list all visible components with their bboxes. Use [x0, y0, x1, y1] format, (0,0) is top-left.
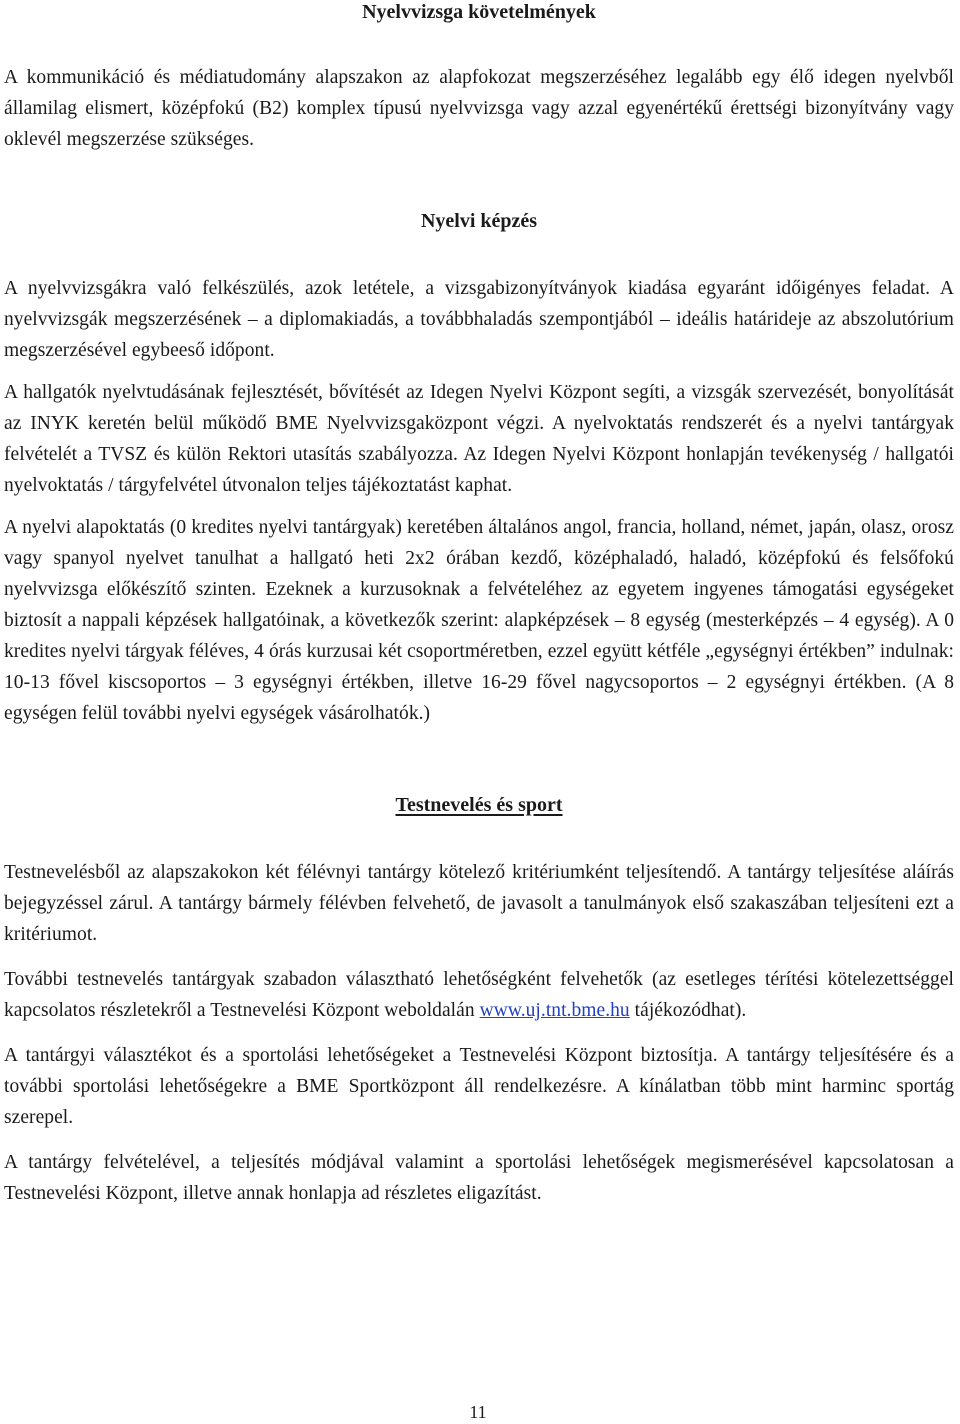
- pe-center-website-link[interactable]: www.uj.tnt.bme.hu: [479, 1000, 630, 1021]
- paragraph-language-center: A hallgatók nyelvtudásának fejlesztését, bővítését az Idegen Nyelvi Központ segíti, a vizsgák szervezését, bonyolítását az INYK keretén belül működő BME Nyelvvizsgaközpont végzi. A nyelvoktatás rendszerét és a nyelvi tantárgyak felvételét a TVSZ és külön Rektori utasítás szabályozza. Az Idegen Nyelvi Központ honlapján tevékenység / hallgatói nyelvoktatás / tárgyfelvétel útvonalon teljes tájékoztatást kaphat.: [4, 382, 954, 496]
- paragraph-language-exam-requirements: A kommunikáció és médiatudomány alapszakon az alapfokozat megszerzéséhez legalább egy élő idegen nyelvből államilag elismert, középfokú (B2) komplex típusú nyelvvizsga vagy azzal egyenértékű érettségi bizonyítvány vagy oklevél megszerzése szükséges.: [4, 67, 954, 150]
- paragraph-sport-options: A tantárgyi választékot és a sportolási lehetőségeket a Testnevelési Központ biztosítja. A tantárgy teljesítésére és a további sportolási lehetőségekre a BME Sportközpont áll rendelkezésre. A kínálatban több mint harminc sportág szerepel.: [4, 1045, 954, 1128]
- paragraph-optional-pe-text-before: További testnevelés tantárgyak szabadon választható lehetőségként felvehetők (az esetleges térítési kötelezettséggel kapcsolatos részletekről a Testnevelési Központ weboldalán: [4, 969, 954, 1021]
- paragraph-basic-language-courses: A nyelvi alapoktatás (0 kredites nyelvi tantárgyak) keretében általános angol, francia, holland, német, japán, olasz, orosz vagy spanyol nyelvet tanulhat a hallgató heti 2x2 órában kezdő, középhaladó, haladó, középfokú és felsőfokú nyelvvizsga előkészítő szinten. Ezeknek a kurzusoknak a felvételéhez az egyetem ingyenes támogatási egységeket biztosít a nappali képzések hallgatóinak, a következők szerint: alapképzések – 8 egység (mesterképzés – 4 egység). A 0 kredites nyelvi tárgyak féléves, 4 órás kurzusai két csoportméretben, ezzel együtt kétféle „egységnyi értékben” indulnak: 10-13 fővel kiscsoportos – 3 egységnyi értékben, illetve 16-29 fővel nagycsoportos – 2 egységnyi értékben. (A 8 egységen felül további nyelvi egységek vásárolhatók.): [4, 517, 954, 724]
- paragraph-pe-guidance: A tantárgy felvételével, a teljesítés módjával valamint a sportolási lehetőségek megismerésével kapcsolatosan a Testnevelési Központ, illetve annak honlapja ad részletes eligazítást.: [4, 1152, 954, 1204]
- section-title-language-exam: Nyelvvizsga követelmények: [362, 1, 596, 23]
- section-title-physical-education: [4, 793, 954, 817]
- paragraph-exam-preparation: A nyelvvizsgákra való felkészülés, azok letétele, a vizsgabizonyítványok kiadása egyaránt időigényes feladat. A nyelvvizsgák megszerzésének – a diplomakiadás, a továbbhaladás szempontjából – ideális határideje az abszolutórium megszerzésével egybeeső időpont.: [4, 278, 954, 361]
- section-title-language-training: Nyelvi képzés: [420, 210, 538, 232]
- paragraph-pe-requirement: Testnevelésből az alapszakokon két félévnyi tantárgy kötelező kritériumként teljesítendő. A tantárgy teljesítése aláírás bejegyzéssel zárul. A tantárgy bármely félévben felvehető, de javasolt a tanulmányok első szakaszában teljesíteni ezt a kritériumot.: [4, 862, 954, 945]
- page-number: 11: [469, 1402, 487, 1422]
- paragraph-optional-pe: [4, 964, 954, 1026]
- section-title-text: Testnevelés és sport: [395, 794, 563, 816]
- document-page: [4, 0, 954, 1209]
- paragraph-optional-pe-text-after: tájékozódhat).: [629, 1000, 747, 1021]
